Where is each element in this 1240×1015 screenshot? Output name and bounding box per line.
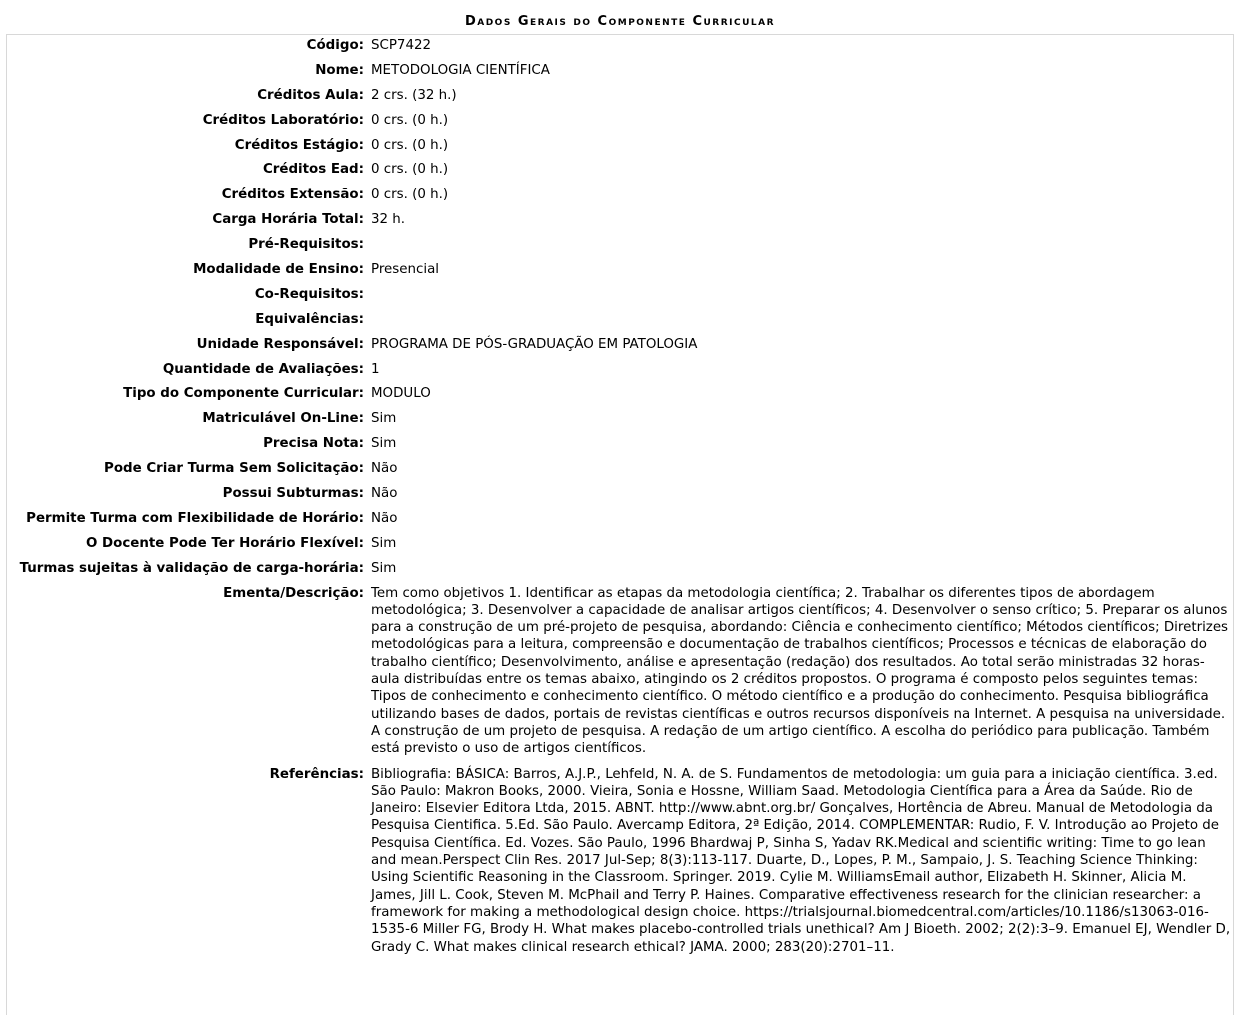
field-value: Tem como objetivos 1. Identificar as etapas da metodologia científica; 2. Trabalhar os diferentes tipos de abordagem metodológica; 3. Desenvolver a capacidade de analisar artigos científicos; 4. Desenvolver o senso crítico; 5. Preparar os alunos para a construção de um pré-projeto de pesquisa, abordando: Ciência e conhecimento científico; Métodos científicos; Diretrizes metodológicas para a leitura, compreensão e documentação de trabalhos científicos; Processos e técnicas de elaboração do trabalho científico; Desenvolvimento, análise e apresentação (redação) dos resultados. Ao total serão ministradas 32 horas-aula distribuídas entre os temas abaixo, atingindo os 2 créditos propostos. O programa é composto pelos seguintes temas: Tipos de conhecimento e conhecimento científico. O método científico e a produção do conhecimento. Pesquisa bibliográfica utilizando bases de dados, portais de revistas científicas e outros recursos disponíveis na Internet. A pesquisa na universidade. A construção de um projeto de pesquisa. A redação de um artigo científico. A escolha do periódico para publicação. Também está previsto o uso de artigos científicos. bbox=[371, 585, 1229, 757]
field-label: Pode Criar Turma Sem Solicitação: bbox=[104, 461, 364, 477]
field-label: Pré-Requisitos: bbox=[248, 237, 364, 253]
field-horario-flexivel bbox=[8, 535, 1232, 560]
field-value: Bibliografia: BÁSICA: Barros, A.J.P., Lehfeld, N. A. de S. Fundamentos de metodologia: um guia para a iniciação científica. 3.ed. São Paulo: Makron Books, 2000. Vieira, Sonia e Hossne, William Saad. Metodologia Científica para a Área da Saúde. Rio de Janeiro: Elsevier Editora Ltda, 2015. ABNT. http://www.abnt.org.br/ Gonçalves, Hortência de Abreu. Manual de Metodologia da Pesquisa Cientifica. 5.Ed. São Paulo. Avercamp Editora, 2ª Edição, 2014. COMPLEMENTAR: Rudio, F. V. Introdução ao Projeto de Pesquisa Científica. Ed. Vozes. São Paulo, 1996 Bhardwaj P, Sinha S, Yadav RK.Medical and scientific writing: Time to go lean and mean.Perspect Clin Res. 2017 Jul-Sep; 8(3):113-117. Duarte, D., Lopes, P. M., Sampaio, J. S. Teaching Science Thinking: Using Scientific Reasoning in the Classroom. Springer. 2019. Cylie M. WilliamsEmail author, Elizabeth H. Skinner, Alicia M. James, Jill L. Cook, Steven M. McPhail and Terry P. Haines. Comparative effectiveness research for the clinician researcher: a framework for making a methodological design choice. https://trialsjournal.biomedcentral.com/articles/10.1186/s13063-016-1535-6 Miller FG, Brody H. What makes placebo-controlled trials unethical? Am J Bioeth. 2002; 2(2):3–9. Emanuel EJ, Wendler D, Grady C. What makes clinical research ethical? JAMA. 2000; 283(20):2701–11. bbox=[371, 766, 1231, 955]
field-value: 0 crs. (0 h.) bbox=[371, 187, 449, 203]
field-label: Créditos Ead: bbox=[262, 162, 364, 178]
field-equivalencias bbox=[8, 311, 1232, 336]
field-value: Sim bbox=[371, 436, 397, 452]
field-pode-criar-turma bbox=[8, 460, 1232, 485]
field-label: Tipo do Componente Curricular: bbox=[123, 386, 364, 402]
field-ementa-descricao bbox=[8, 585, 1232, 766]
field-label: Precisa Nota: bbox=[263, 436, 364, 452]
field-possui-subturmas bbox=[8, 485, 1232, 510]
field-value: Não bbox=[371, 510, 398, 526]
field-nome bbox=[8, 62, 1232, 87]
details-table bbox=[8, 37, 1232, 964]
field-label: Nome: bbox=[315, 62, 364, 78]
field-value: Sim bbox=[371, 535, 397, 551]
field-value: Sim bbox=[371, 411, 397, 427]
field-value: 32 h. bbox=[371, 212, 406, 228]
field-value: 0 crs. (0 h.) bbox=[371, 112, 449, 128]
field-label: O Docente Pode Ter Horário Flexível: bbox=[85, 535, 364, 551]
field-value: PROGRAMA DE PÓS-GRADUAÇÃO EM PATOLOGIA bbox=[371, 336, 698, 352]
field-carga-horaria-total bbox=[8, 211, 1232, 236]
field-label: Co-Requisitos: bbox=[254, 286, 364, 302]
field-referencias bbox=[8, 766, 1232, 964]
field-label: Unidade Responsável: bbox=[196, 336, 364, 352]
field-value: Não bbox=[371, 461, 398, 477]
field-label: Créditos Laboratório: bbox=[202, 112, 364, 128]
field-label: Modalidade de Ensino: bbox=[193, 262, 364, 278]
field-matriculavel-on-line bbox=[8, 410, 1232, 435]
field-value: 2 crs. (32 h.) bbox=[371, 87, 457, 103]
field-value: SCP7422 bbox=[371, 38, 432, 53]
field-value bbox=[371, 311, 1232, 336]
field-co-requisitos bbox=[8, 286, 1232, 311]
field-label: Créditos Aula: bbox=[257, 87, 364, 103]
field-label: Referências: bbox=[269, 766, 364, 782]
field-value: 0 crs. (0 h.) bbox=[371, 162, 449, 178]
field-codigo bbox=[8, 37, 1232, 62]
field-label: Equivalências: bbox=[255, 311, 364, 327]
field-creditos-aula bbox=[8, 87, 1232, 112]
field-value: MODULO bbox=[371, 386, 431, 402]
field-label: Possui Subturmas: bbox=[222, 486, 364, 502]
field-creditos-ead bbox=[8, 161, 1232, 186]
field-tipo-do-componente bbox=[8, 385, 1232, 410]
field-label: Matriculável On-Line: bbox=[202, 411, 364, 427]
field-label: Ementa/Descrição: bbox=[223, 585, 364, 601]
field-value: Sim bbox=[371, 560, 397, 576]
field-modalidade-de-ensino bbox=[8, 261, 1232, 286]
field-value bbox=[371, 286, 1232, 311]
field-label: Créditos Extensão: bbox=[221, 187, 364, 203]
field-pre-requisitos bbox=[8, 236, 1232, 261]
field-value: 1 bbox=[371, 361, 380, 377]
field-creditos-laboratorio bbox=[8, 112, 1232, 137]
field-value: 0 crs. (0 h.) bbox=[371, 137, 449, 153]
field-label: Carga Horária Total: bbox=[212, 212, 364, 228]
field-creditos-estagio bbox=[8, 137, 1232, 162]
field-value: Presencial bbox=[371, 262, 439, 278]
field-value: Não bbox=[371, 486, 398, 502]
page-title: Dados Gerais do Componente Curricular bbox=[464, 14, 776, 29]
field-validacao-carga-horaria bbox=[8, 560, 1232, 585]
field-label: Turmas sujeitas à validação de carga-horária: bbox=[19, 560, 364, 576]
field-label: Permite Turma com Flexibilidade de Horário: bbox=[26, 510, 364, 526]
field-flexibilidade-de-horario bbox=[8, 510, 1232, 535]
field-value bbox=[371, 236, 1232, 261]
field-label: Quantidade de Avaliações: bbox=[162, 361, 364, 377]
field-quantidade-de-avaliacoes bbox=[8, 361, 1232, 386]
field-label: Código: bbox=[306, 38, 364, 53]
field-label: Créditos Estágio: bbox=[234, 137, 364, 153]
field-value: METODOLOGIA CIENTÍFICA bbox=[371, 62, 550, 78]
field-creditos-extensao bbox=[8, 186, 1232, 211]
field-precisa-nota bbox=[8, 435, 1232, 460]
field-unidade-responsavel bbox=[8, 336, 1232, 361]
